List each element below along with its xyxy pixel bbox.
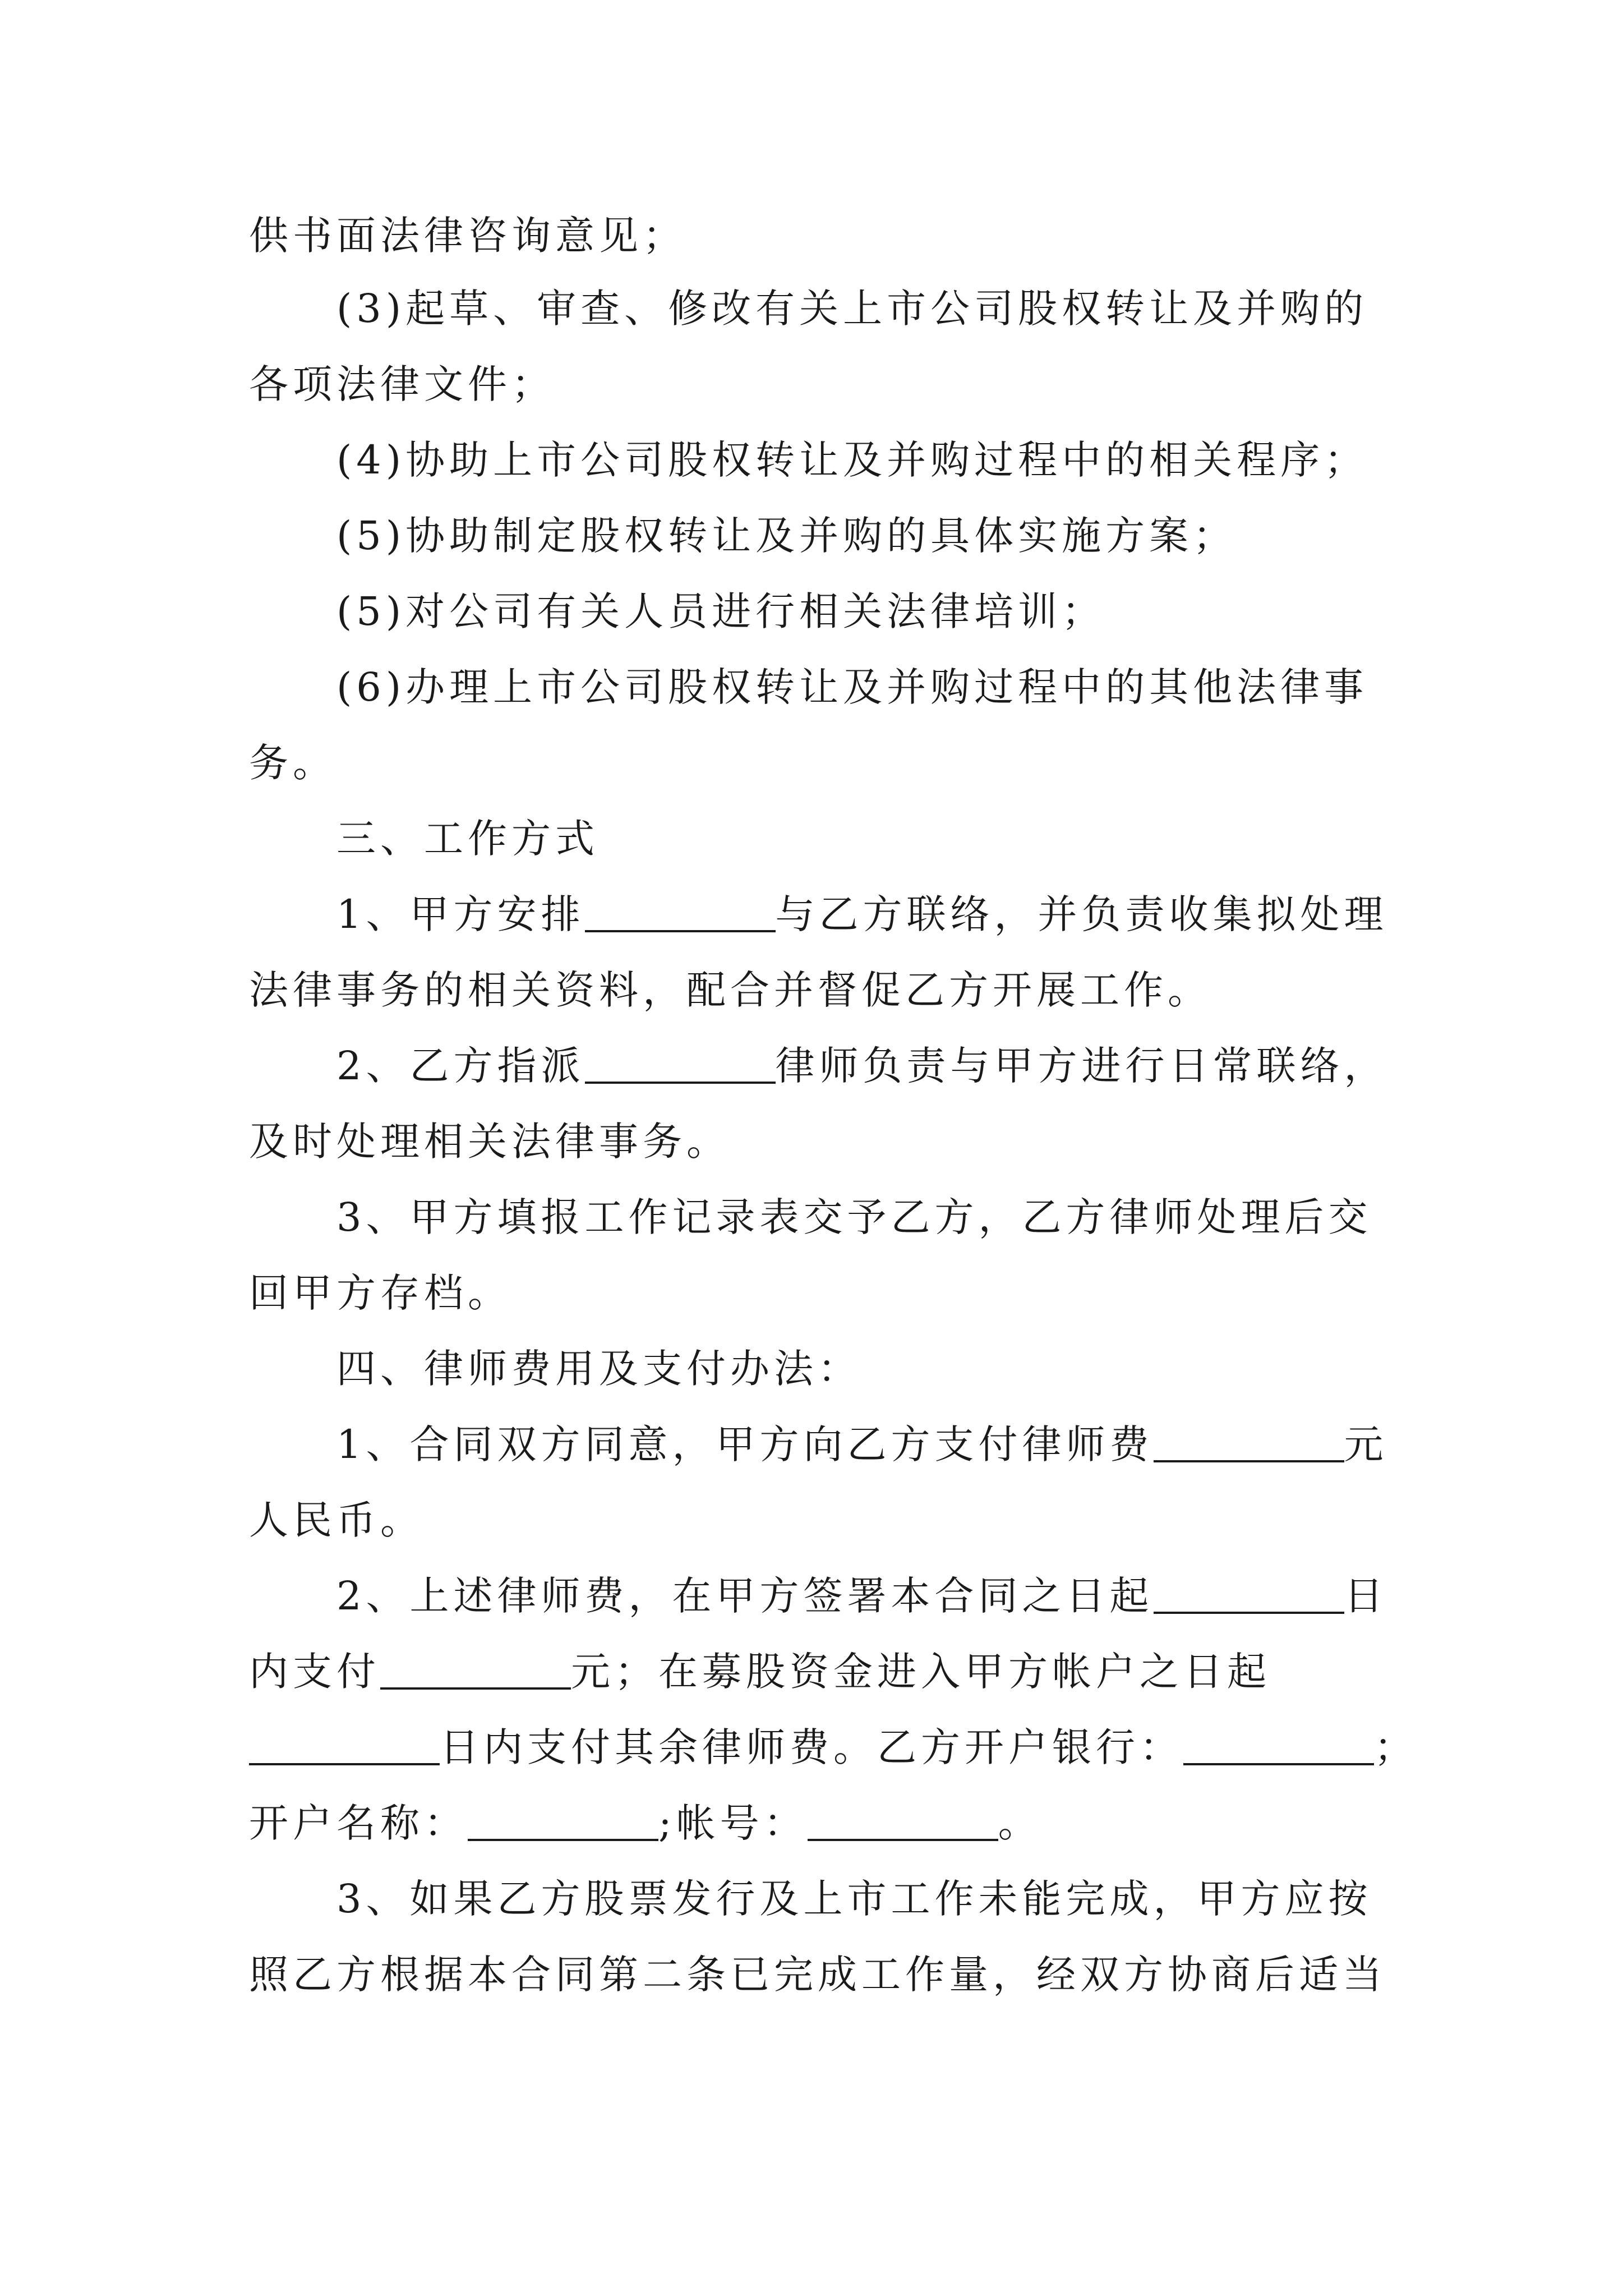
text: ;帐号： <box>658 1800 808 1846</box>
text: 照乙方根据本合同第二条已完成工作量，经双方协商后适当 <box>249 1952 1386 1998</box>
blank-field <box>808 1800 998 1841</box>
text: 日 <box>1344 1573 1388 1619</box>
blank-field <box>249 1724 440 1765</box>
section-heading <box>336 811 1623 867</box>
text: (6)办理上市公司股权转让及并购过程中的其他法律事 <box>336 664 1368 710</box>
paragraph-line <box>249 1719 1623 1775</box>
paragraph-line <box>336 583 1623 639</box>
text: 2、乙方指派 <box>336 1043 585 1089</box>
text: 与乙方联络，并负责收集拟处理 <box>775 891 1388 937</box>
text: 及时处理相关法律事务。 <box>249 1119 730 1165</box>
paragraph-line <box>249 208 1623 264</box>
paragraph-line <box>249 1114 1623 1170</box>
text: 内支付 <box>249 1649 380 1695</box>
blank-field <box>380 1648 571 1690</box>
text: 元；在募股资金进入甲方帐户之日起 <box>571 1649 1271 1695</box>
paragraph-line <box>336 1038 1623 1094</box>
blank-field <box>1183 1724 1374 1765</box>
paragraph-line <box>249 1265 1623 1321</box>
text: 务。 <box>249 740 336 786</box>
text: (5)协助制定股权转让及并购的具体实施方案； <box>336 513 1237 559</box>
blank-field <box>585 1042 776 1084</box>
text: (5)对公司有关人员进行相关法律培训； <box>336 588 1106 634</box>
text: 3、如果乙方股票发行及上市工作未能完成，甲方应按 <box>336 1876 1372 1922</box>
paragraph-line <box>336 432 1623 488</box>
paragraph-line <box>249 962 1623 1018</box>
paragraph-line <box>336 886 1623 942</box>
text: 律师负责与甲方进行日常联络， <box>775 1043 1388 1089</box>
text: 法律事务的相关资料，配合并督促乙方开展工作。 <box>249 967 1211 1013</box>
text: 三、工作方式 <box>336 816 599 862</box>
text: 开户名称： <box>249 1800 468 1846</box>
paragraph-line <box>336 1871 1623 1927</box>
text: 供书面法律咨询意见； <box>249 213 686 259</box>
text: 人民币。 <box>249 1497 424 1543</box>
blank-field <box>1154 1421 1344 1462</box>
paragraph-line <box>336 1568 1623 1624</box>
paragraph-line <box>249 1492 1623 1548</box>
blank-field <box>585 891 776 932</box>
text: (3)起草、审查、修改有关上市公司股权转让及并购的 <box>336 286 1368 332</box>
text: 各项法律文件； <box>249 361 555 407</box>
text: 3、甲方填报工作记录表交予乙方，乙方律师处理后交 <box>336 1194 1372 1240</box>
text: ； <box>1374 1724 1418 1770</box>
text: 四、律师费用及支付办法： <box>336 1346 861 1392</box>
text: 回甲方存档。 <box>249 1270 511 1316</box>
paragraph-line <box>249 356 1623 412</box>
paragraph-line <box>249 735 1623 791</box>
text: 1、合同双方同意，甲方向乙方支付律师费 <box>336 1421 1154 1467</box>
paragraph-line <box>336 508 1623 564</box>
text: 。 <box>998 1800 1042 1846</box>
blank-field <box>1154 1572 1344 1614</box>
text: 日内支付其余律师费。乙方开户银行： <box>440 1724 1183 1770</box>
paragraph-line <box>336 1189 1623 1245</box>
paragraph-line <box>249 1795 1623 1851</box>
paragraph-line <box>336 280 1623 337</box>
paragraph-line <box>336 659 1623 715</box>
text: (4)协助上市公司股权转让及并购过程中的相关程序； <box>336 437 1368 483</box>
blank-field <box>468 1800 658 1841</box>
paragraph-line <box>336 1416 1623 1473</box>
text: 2、上述律师费，在甲方签署本合同之日起 <box>336 1573 1154 1619</box>
paragraph-line <box>249 1947 1623 2003</box>
section-heading <box>336 1341 1623 1397</box>
text: 元 <box>1344 1421 1388 1467</box>
paragraph-line <box>249 1644 1623 1700</box>
text: 1、甲方安排 <box>336 891 585 937</box>
